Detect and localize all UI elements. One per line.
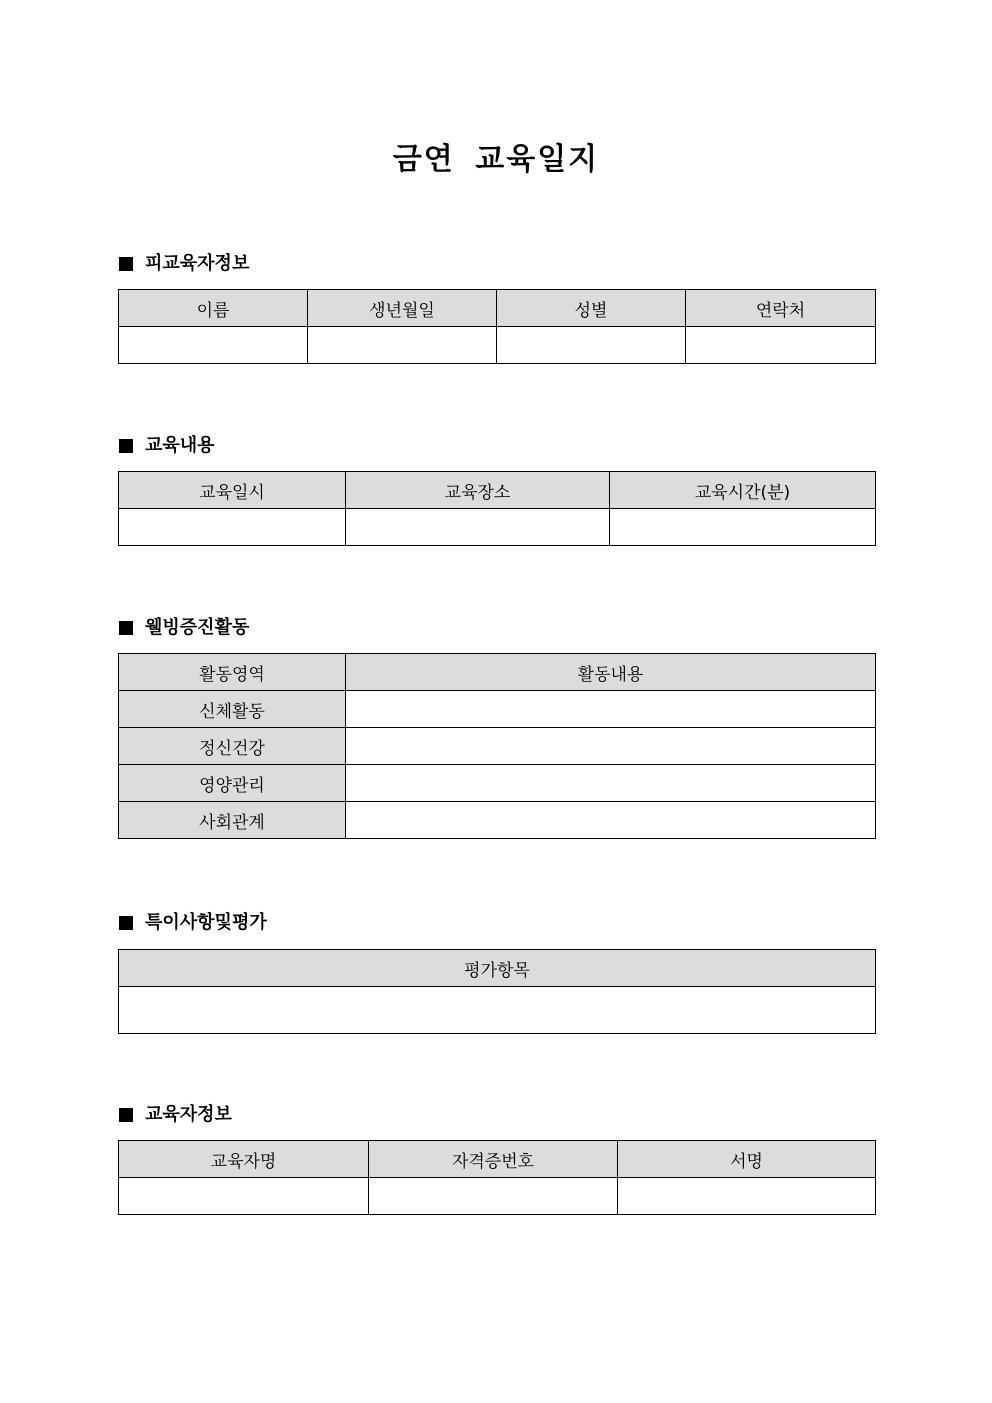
section-title: 특이사항및평가 (145, 912, 267, 933)
section-heading-educator (119, 1103, 232, 1127)
header-evaluation-item: 평가항목 (119, 950, 876, 987)
section-title: 교육자정보 (145, 1104, 232, 1125)
header-birthdate: 생년월일 (308, 290, 497, 327)
section-heading-trainee (119, 252, 249, 276)
cell-educator-name[interactable] (119, 1178, 369, 1215)
black-square-icon (119, 257, 133, 271)
section-heading-wellbeing (119, 616, 249, 640)
trainee-info-table (118, 289, 876, 364)
header-activity-content: 활동내용 (346, 654, 876, 691)
header-activity-area: 활동영역 (119, 654, 346, 691)
cell-social-content[interactable] (346, 802, 876, 839)
section-heading-notes (119, 911, 267, 935)
row-label-social: 사회관계 (119, 802, 346, 839)
cell-evaluation-content[interactable] (119, 987, 876, 1034)
header-education-place: 교육장소 (346, 472, 610, 509)
notes-evaluation-table (118, 949, 876, 1034)
row-label-nutrition: 영양관리 (119, 765, 346, 802)
header-contact: 연락처 (686, 290, 876, 327)
cell-education-duration[interactable] (610, 509, 876, 546)
educator-info-table (118, 1140, 876, 1215)
header-education-duration: 교육시간(분) (610, 472, 876, 509)
section-title: 교육내용 (145, 435, 215, 456)
section-title: 웰빙증진활동 (145, 617, 250, 638)
section-heading-education (119, 434, 215, 458)
black-square-icon (119, 1108, 133, 1122)
cell-certificate-number[interactable] (369, 1178, 618, 1215)
black-square-icon (119, 916, 133, 930)
header-name: 이름 (119, 290, 308, 327)
black-square-icon (119, 621, 133, 635)
black-square-icon (119, 439, 133, 453)
header-gender: 성별 (497, 290, 686, 327)
row-label-physical: 신체활동 (119, 691, 346, 728)
cell-physical-content[interactable] (346, 691, 876, 728)
document-title: 금연 교육일지 (392, 142, 600, 177)
row-label-mental: 정신건강 (119, 728, 346, 765)
cell-signature[interactable] (618, 1178, 876, 1215)
section-title: 피교육자정보 (145, 253, 250, 274)
cell-gender[interactable] (497, 327, 686, 364)
cell-birthdate[interactable] (308, 327, 497, 364)
header-signature: 서명 (618, 1141, 876, 1178)
cell-nutrition-content[interactable] (346, 765, 876, 802)
cell-education-datetime[interactable] (119, 509, 346, 546)
header-certificate-number: 자격증번호 (369, 1141, 618, 1178)
cell-contact[interactable] (686, 327, 876, 364)
wellbeing-activity-table (118, 653, 876, 839)
cell-name[interactable] (119, 327, 308, 364)
education-content-table (118, 471, 876, 546)
cell-education-place[interactable] (346, 509, 610, 546)
cell-mental-content[interactable] (346, 728, 876, 765)
header-educator-name: 교육자명 (119, 1141, 369, 1178)
header-education-datetime: 교육일시 (119, 472, 346, 509)
